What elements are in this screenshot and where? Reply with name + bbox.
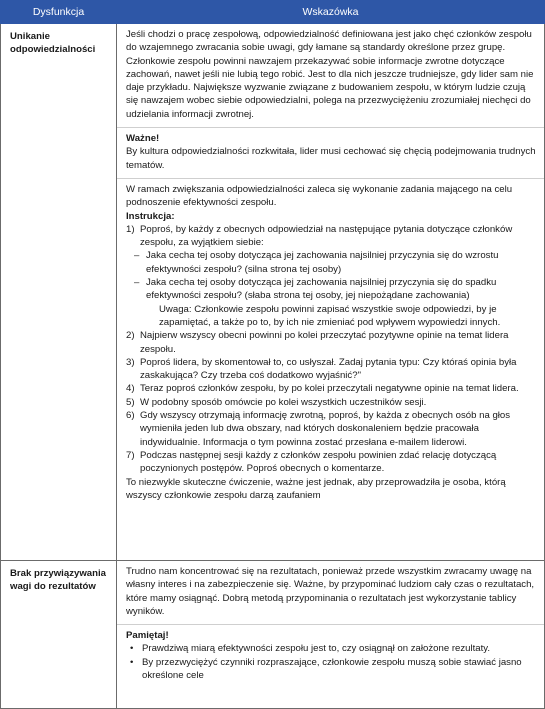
header-dysfunction: Dysfunkcja — [1, 1, 117, 24]
list-item: 4) Teraz poproś członków zespołu, by po kolei przeczytali negatywne opinie na temat lidera. — [126, 383, 519, 395]
dysfunction-cell: Unikanie odpowiedzialności — [1, 24, 117, 561]
closing-paragraph: To niezwykle skuteczne ćwiczenie, ważne jest jednak, aby przeprowadziła je osoba, którą wszyscy członkowie zespołu darzą zaufaniem — [126, 476, 506, 501]
note-text: Uwaga: Członkowie zespołu powinni zapisać wszystkie swoje odpowiedzi, by je zapamiętać, a także po to, by ich nie zmieniać pod wpływem wypowiedzi innych. — [159, 303, 501, 328]
list-item: 5) W podobny sposób omówcie po kolei wszystkich uczestników sesji. — [126, 396, 427, 408]
list-item: • By przezwyciężyć czynniki rozpraszające, członkowie zespołu muszą sobie stawiać jasno określone cele — [130, 656, 522, 682]
divider — [117, 178, 544, 179]
list-item: – Jaka cecha tej osoby dotycząca jej zachowania najsilniej przyczynia się do wzrostu efektywności zespołu? (silna strona tej osoby) — [134, 250, 499, 275]
question-text: Jaka cecha tej osoby dotycząca jej zachowania najsilniej przyczynia się do spadku efektywności zespołu? (słaba strona tej osoby, jej niepożądane zachowania) — [146, 277, 497, 302]
instruction-title: Instrukcja: — [126, 210, 175, 222]
list-item: 2) Najpierw wszyscy obecni powinni po kolei przeczytać pozytywne opinie na temat lidera zespołu. — [126, 330, 509, 355]
bullet-text: Prawdziwą miarą efektywności zespołu jest to, czy osiągnął on założone rezultaty. — [142, 643, 491, 655]
table-header-row — [1, 1, 545, 24]
list-item: 1) Poproś, by każdy z obecnych odpowiedział na następujące pytania dotyczące członków zespołu, za wyjątkiem siebie: — [126, 223, 513, 249]
exercise-intro: W ramach zwiększania odpowiedzialności zaleca się wykonanie zadania mającego na celu podnoszenie efektywności zespołu. — [126, 183, 513, 209]
dysfunction-cell: Brak przywiązywania wagi do rezultatów — [1, 561, 117, 709]
divider — [117, 624, 544, 625]
intro-paragraph: Trudno nam koncentrować się na rezultatach, ponieważ przede wszystkim zwracamy uwagę na własny interes i na zabezpieczenie się. Ważne, by przypominać ludziom cały czas o rezultatach, które mamy osiągnąć. Dobrą metodą przypominania o rezultatach jest wykorzystanie tablicy wyników. — [126, 566, 535, 617]
step-text: Teraz poproś członków zespołu, by po kolei przeczytali negatywne opinie na temat lidera. — [140, 383, 519, 395]
step-text: Gdy wszyscy otrzymają informację zwrotną, poproś, by każda z obecnych osób na głos wymieniła jeden lub dwa obszary, nad których doskonaleniem będzie pracowała indywidualnie. Informacja o tym powinna zostać przesłana e-mailem liderowi. — [140, 410, 511, 448]
question-text: Jaka cecha tej osoby dotycząca jej zachowania najsilniej przyczynia się do wzrostu efektywności zespołu? (silna strona tej osoby) — [146, 250, 499, 275]
remember-title: Pamiętaj! — [126, 630, 169, 642]
intro-paragraph: Jeśli chodzi o pracę zespołową, odpowiedzialność definiowana jest jako chęć członków zespołu do wzajemnego zwracania sobie uwagi, gdy łamane są standardy określone przez grupę. Członkowie zespołu powinni nawzajem przekazywać sobie informacje zwrotne dotyczące zachowań, nawet jeśli nie lubią tego robić. Jest to dla nich jeszcze trudniejsze, gdy lider sam nie daje przykładu. Największe wyzwanie związane z budowaniem zespołu, w którym ludzie czują się nawzajem wobec siebie odpowiedzialni, polega na przezwyciężeniu zrozumiałej niechęci do udzielania informacji zwrotnej. — [126, 29, 534, 120]
list-item: 7) Podczas następnej sesji każdy z członków zespołu powinien zdać relację dotyczącą poczynionych postępów. Poproś obecnych o komentarze. — [126, 449, 497, 475]
bullet-text: By przezwyciężyć czynniki rozpraszające, członkowie zespołu muszą sobie stawiać jasno określone cele — [142, 656, 522, 682]
step-text: Poproś lidera, by skomentował to, co usłyszał. Zadaj pytania typu: Czy któraś opinia była zaskakująca? Czy trzeba coś dodatkowo wyjaśnić?" — [140, 356, 517, 382]
step-text: Podczas następnej sesji każdy z członków zespołu powinien zdać relację dotyczącą poczynionych postępów. Poproś obecnych o komentarze. — [140, 449, 497, 475]
table-row — [1, 561, 545, 709]
list-item: 6) Gdy wszyscy otrzymają informację zwrotną, poproś, by każda z obecnych osób na głos wymieniła jeden lub dwa obszary, nad których doskonaleniem będzie pracowała indywidualnie. Informacja o tym powinna zostać przesłana e-mailem liderowi. — [126, 410, 511, 448]
step-text: Najpierw wszyscy obecni powinni po kolei przeczytać pozytywne opinie na temat lidera zespołu. — [140, 330, 509, 355]
table-row — [1, 24, 545, 561]
divider — [117, 127, 544, 128]
list-item: – Jaka cecha tej osoby dotycząca jej zachowania najsilniej przyczynia się do spadku efektywności zespołu? (słaba strona tej osoby, jej niepożądane zachowania) — [134, 277, 497, 302]
important-title: Ważne! — [126, 133, 160, 145]
hint-cell — [117, 24, 545, 561]
header-hint: Wskazówka — [117, 1, 545, 24]
step-text: W podobny sposób omówcie po kolei wszystkich uczestników sesji. — [140, 396, 427, 408]
list-item: • Prawdziwą miarą efektywności zespołu jest to, czy osiągnął on założone rezultaty. — [130, 643, 491, 655]
list-item: 3) Poproś lidera, by skomentował to, co usłyszał. Zadaj pytania typu: Czy któraś opinia była zaskakująca? Czy trzeba coś dodatkowo wyjaśnić?" — [126, 356, 517, 382]
hint-cell — [117, 561, 545, 709]
step-text: Poproś, by każdy z obecnych odpowiedział na następujące pytania dotyczące członków zespołu, za wyjątkiem siebie: — [140, 223, 513, 249]
important-text: By kultura odpowiedzialności rozkwitała, lider musi cechować się chęcią podejmowania trudnych tematów. — [126, 146, 536, 171]
